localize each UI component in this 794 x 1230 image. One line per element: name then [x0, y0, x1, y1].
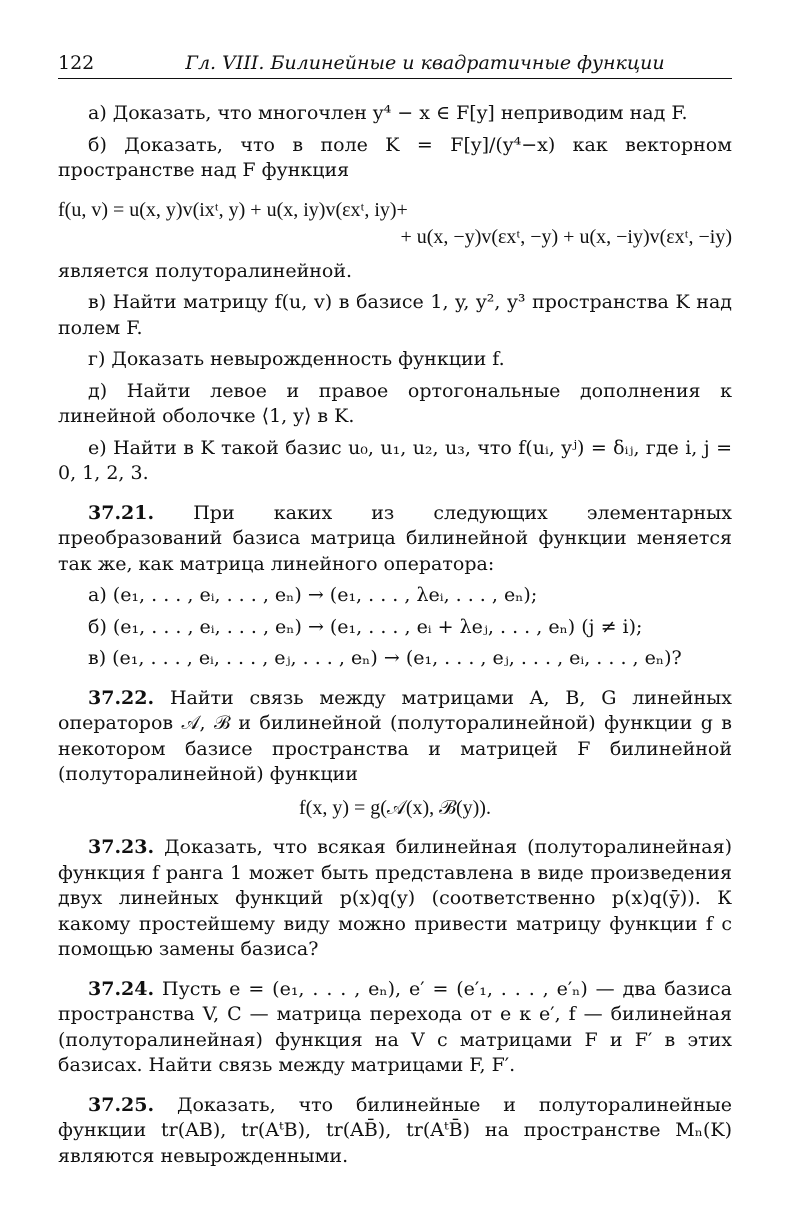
problem-37-21-v: в) (e₁, . . . , eᵢ, . . . , eⱼ, . . . , eₙ) → (e₁, . . . , eⱼ, . . . , eᵢ, . . . , eₙ)? [88, 647, 682, 669]
item-b: б) Доказать, что в поле K = F[y]/(y⁴−x) как векторном пространстве над F функция [58, 133, 732, 181]
equation-f-line-2: + u(x, −y)v(εxᵗ, −y) + u(x, −iy)v(εxᵗ, −iy) [400, 226, 732, 248]
item-v: в) Найти матрицу f(u, v) в базисе 1, y, y², y³ пространства K над полем F. [58, 291, 732, 339]
problem-number: 37.22. [88, 686, 155, 709]
running-header [58, 52, 732, 79]
item-g: г) Доказать невырожденность функции f. [88, 348, 505, 370]
problem-number: 37.24. [88, 977, 155, 1000]
problem-37-22 [58, 686, 732, 788]
problem-number: 37.25. [88, 1093, 155, 1116]
problem-text: Доказать, что билинейные и полуторалинейные функции tr(AB), tr(AᵗB), tr(AB̄), tr(AᵗB̄) на пространстве Mₙ(K) являются невырожденными. [58, 1093, 732, 1167]
problem-37-25 [58, 1093, 732, 1170]
problem-37-24 [58, 977, 732, 1079]
problem-text: Пусть e = (e₁, . . . , eₙ), e′ = (e′₁, . . . , e′ₙ) — два базиса пространства V, C — матрица перехода от e к e′, f — билинейная (полуторалинейная) функция на V с матрицами F и F′ в этих базисах. Найти связь между матрицами F, F′. [58, 977, 732, 1076]
problem-37-21 [58, 501, 732, 578]
page-content [58, 101, 732, 1169]
problem-number: 37.23. [88, 836, 155, 858]
problem-37-21-a: а) (e₁, . . . , eᵢ, . . . , eₙ) → (e₁, . . . , λeᵢ, . . . , eₙ); [88, 584, 538, 606]
equation-composition: f(x, y) = g(𝒜(x), ℬ(y)). [299, 796, 491, 819]
book-page [58, 52, 732, 1175]
problem-37-23 [58, 835, 732, 963]
running-title: Гл. VIII. Билинейные и квадратичные функции [185, 52, 665, 74]
problem-text: Найти связь между матрицами A, B, G линейных операторов 𝒜, ℬ и билинейной (полуторалинейной) функции g в некотором базисе пространства и матрицей F билинейной (полуторалинейной) функции [58, 686, 732, 785]
item-b-continued: является полуторалинейной. [58, 259, 353, 282]
problem-text: При каких из следующих элементарных преобразований базиса матрица билинейной функции меняется так же, как матрица линейного оператора: [58, 501, 732, 575]
item-d: д) Найти левое и правое ортогональные дополнения к линейной оболочке ⟨1, y⟩ в K. [58, 379, 732, 427]
problem-text: Доказать, что всякая билинейная (полуторалинейная) функция f ранга 1 может быть представлена в виде произведения двух линейных функций p(x)q(y) (соответственно p(x)q(ȳ)). К какому простейшему виду можно привести матрицу функции f с помощью замены базиса? [58, 836, 732, 960]
problem-number: 37.21. [88, 501, 155, 524]
item-a: а) Доказать, что многочлен y⁴ − x ∈ F[y] неприводим над F. [88, 102, 688, 124]
page-number: 122 [58, 52, 95, 74]
item-e: е) Найти в K такой базис u₀, u₁, u₂, u₃, что f(uᵢ, yʲ) = δᵢⱼ, где i, j = 0, 1, 2, 3. [58, 436, 732, 484]
equation-f-line-1: f(u, v) = u(x, y)v(ixᵗ, y) + u(x, iy)v(εxᵗ, iy)+ [58, 198, 408, 221]
problem-37-21-b: б) (e₁, . . . , eᵢ, . . . , eₙ) → (e₁, . . . , eᵢ + λeⱼ, . . . , eₙ) (j ≠ i); [88, 615, 643, 638]
